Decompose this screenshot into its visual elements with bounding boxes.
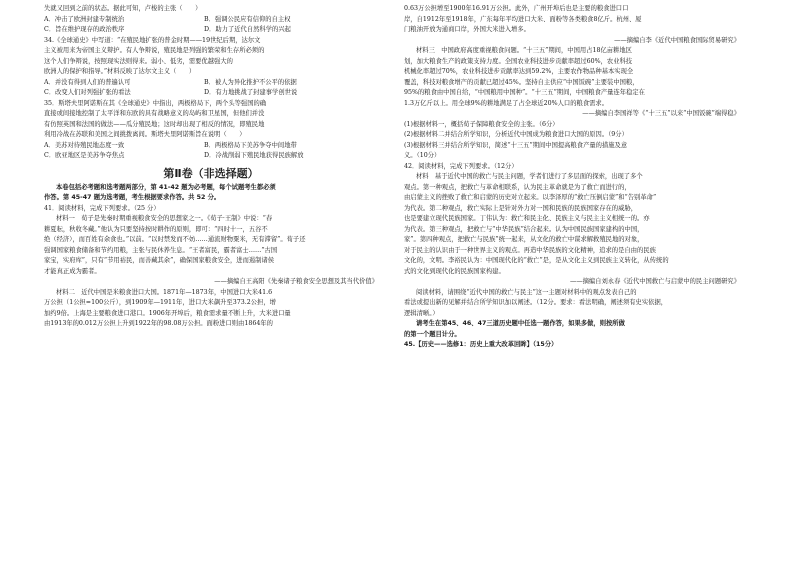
option-c: C．旨在维护现存的政治秩序 — [44, 26, 125, 33]
options-row — [44, 15, 378, 26]
right-column — [404, 4, 740, 351]
choose-note: 的第一个题目计分。 — [404, 330, 461, 338]
text-line: 岸，自1912年至1918年，广东每年平均进口大米、面粉等各类粮食8亿斤。杭州、厦 — [404, 15, 642, 23]
text-line: 欧洲人的保护和指导。”材料反映了达尔文主义（ ） — [44, 68, 196, 75]
text-line: 加约9倍。上海是主要粮食进口港口。1906年开埠后，粮食需求量不断上升，大米进口量 — [44, 309, 291, 317]
text-line: 为代表。第二种观点，救亡实际上是针对外力对一国和民族的民族国家存在的威胁， — [404, 204, 637, 212]
text-line: 观点。第一种观点，把救亡与革命相联系，认为民主革命就是为了救亡而进行的， — [404, 183, 631, 191]
text-line: 文化的，文明。李裕民认为：中国现代化的“救亡”是，是从文化主义到民族主义转化，从传统的 — [404, 257, 669, 264]
text-line: 由启蒙主义的挫败了救亡和启蒙的历史对立起来。以李泽厚的“救亡压倒启蒙”和“告别革命” — [404, 194, 657, 201]
section-title: 第Ⅱ卷（非选择题） — [163, 166, 259, 180]
material-3: 材料三 中国政府高度重视粮食问题。“十三五”期间，中国用占18亿亩耕地区 — [416, 47, 632, 54]
text-line: 逻辑清晰。） — [404, 309, 439, 317]
text-line: 0.63万公担增至1900年16.91万公担。此外，广州开埠后也是主要的粮食进口口 — [404, 5, 629, 12]
text-line: 失就又回到之前的状态。据此可知，卢梭的主张（ ） — [44, 5, 202, 12]
text-line: 95%的粮食由中国自给，“中国粮用中国种”。“十三五”期间，中国粮食产量连年稳定在 — [404, 89, 645, 96]
option-d: D．冷战削弱下殖民地获得民族解放 — [204, 152, 304, 159]
text-line: 耕夏耘，秋收冬藏。”他认为只要坚持按时耕作的原则，即可：“四时十一，五谷不 — [44, 225, 268, 233]
material-source: ——摘编自李《近代中国粮食国际贸易研究》 — [614, 36, 740, 44]
options-row — [44, 88, 378, 99]
option-d: D．助力了近代自然科学的兴起 — [204, 26, 291, 33]
question-34: 34.《全球通史》中写道：“在殖民地扩张的普金时期——19世纪后期，达尔文 — [44, 36, 261, 44]
material-source: ——摘编自刘永春《近代中国救亡与启蒙中的民主问题研究》 — [569, 278, 740, 285]
text-line: 机械化率超过70%，农业科技进步贡献率达到59.2%，主要农作物品种基本实现全 — [404, 68, 634, 75]
option-a: A．并没有得到人们的普遍认可 — [44, 78, 131, 86]
text-line: 覆盖，科技对粮食增产的贡献已超过45%。坚持自主供应“中国饭碗”主要装中国粮， — [404, 78, 639, 86]
question-45-heading: 45.【历史——选修1：历史上重大改革回眸】（15分） — [404, 341, 558, 348]
question-41-heading: 41．阅读材料，完成下列要求。（25 分） — [44, 204, 160, 212]
material-2: 材料二 近代中国是米粮食进口大国。1871年—1873年，中国进口大米41.6 — [56, 288, 273, 296]
option-a: A．美苏对待殖民地态度一致 — [44, 141, 125, 149]
option-a: A．冲击了欧洲封建专制统治 — [44, 15, 125, 23]
text-line: 直接或间接地控制了太平洋和东欧的具有战略意义的岛屿和卫星国，但他们并没 — [44, 110, 265, 117]
text-line: 式的文化到现代化的民族国家构建。 — [404, 267, 505, 275]
option-b: B．两极格局下美苏争夺中间地带 — [204, 141, 297, 149]
text-line: 义。（10分） — [404, 152, 441, 159]
text-line: 1.3万亿斤以上。用全球9%的耕地满足了占全球近20%人口的粮食需求。 — [404, 99, 609, 107]
text-line: 这个人们争辩说，按照现实法则得来。弱小、低劣，需要优越强大的 — [44, 57, 233, 65]
material-42: 材料 基于近代中国的救亡与民主问题，学者们进行了多层面的探索，出现了多个 — [416, 173, 643, 180]
instructions: 本卷包括必考题和选考题两部分，第 41-42 题为必考题，每个试题考生都必须 — [56, 183, 276, 191]
options-row — [44, 151, 378, 162]
option-d: D．有力地挑战了封建事学创世说 — [204, 89, 298, 96]
options-row — [44, 78, 378, 89]
text-line: 强调国家粮食储备和节约用粮，主张与民休养生息。“王者富民，霸者富士……”古国 — [44, 246, 278, 254]
text-line: 家宝，实府库”，只有“节用裕民，而善藏其余”，确保国家粮食安全，进而遏制诸侯 — [44, 257, 275, 264]
question-35: 35．斯塔夫里阿诺斯在其《全球通史》中指出，两极格局下，两个头等强国的确 — [44, 99, 267, 107]
text-line: 利用冷战在苏联和美国之间挑拨离间。斯塔夫里阿诺斯旨在说明（ ） — [44, 131, 246, 138]
text-line: 门粮油开放为通商口岸，外国大米进入增多。 — [404, 26, 530, 33]
sub-question: (3)根据材料三并结合所学知识，简述“十三五”期间中国提高粮食产量的措施及意 — [404, 141, 628, 149]
text-line: 才能真正成为霸者。 — [44, 267, 101, 275]
text-line: 划，加大粮食生产的政策支持力度。全国农业科技进步贡献率超过60%，农业科技 — [404, 57, 633, 65]
text-line: 由1913年的0.012万公担上升到1922年的98.08万公担。面粉进口则由1864年的 — [44, 320, 273, 327]
sub-question: (2)根据材料二并结合所学知识，分析近代中国成为粮食进口大国的原因。（9分） — [404, 131, 628, 138]
option-b: B．被人为异化推护不公平的依据 — [204, 78, 297, 86]
instructions: 作答。第 45-47 题为选考题，考生根据要求作答。共 52 分。 — [44, 194, 221, 201]
option-b: B．强调公民应有信仰的自主权 — [204, 15, 291, 23]
question-42-task: 阅读材料，请围绕“近代中国的救亡与民主”这一主题对材料中的观点发表自己的 — [416, 288, 637, 296]
text-line: 家”。第四种观点，把救亡与民族”统一起来，从文化的救亡中谋求解救殖民地的对象， — [404, 236, 644, 243]
options-row — [44, 25, 378, 36]
text-line: 为代表。第三种观点，把救亡与“中华民族”结合起来。认为中国民族国家建构的中国， — [404, 225, 644, 233]
text-line: 有仿照英国和法国的做法——瓜分殖民地；这时却出现了相反的情况，即殖民地 — [44, 120, 265, 128]
sub-question: (1)根据材料一，概括荀子保障粮食安全的主张。（6分） — [404, 120, 559, 128]
text-line: 对于民主的认识由于一种世界主义的观点。再造中华民族的文化精神，追求的是自由的民族 — [404, 246, 656, 254]
material-source: ——摘编自李国祥等《“十三五”以来“中国饭碗”端得稳》 — [582, 110, 740, 117]
material-source: ——摘编自王高阳《先秦诸子粮食安全思想及其当代价值》 — [214, 278, 378, 285]
question-42-heading: 42．阅读材料，完成下列要求。（12分） — [404, 162, 518, 170]
text-line: 绝（经济），而百姓有余食也。”以前。“以时禁发而不妨……通流财物粟米，无有滞留”。荀子还 — [44, 236, 306, 243]
text-line: 看法或提出新的见解并结合所学知识加以阐述。（12分。要求：看法明确，阐述须有史实依据， — [404, 299, 668, 306]
option-c: C．欧亚地区是美苏争夺焦点 — [44, 152, 125, 159]
text-line: 万公担（1公担=100公斤），到1909年—1911年，进口大米飙升至373.2公担，增 — [44, 299, 276, 306]
material-1: 材料一 荀子是先秦时期重视粮食安全的思想家之一。《荀子·王制》中说：“春 — [56, 215, 273, 222]
text-line: 主义被用来为帝国主义辩护。有人争辩说，殖民地是列强的繁荣和生存所必须的 — [44, 47, 265, 54]
text-line: 也是要建立现代民族国家。丁伟认为：救亡和民主化、民族主义与民主主义相统一的。亦 — [404, 215, 650, 222]
options-row — [44, 141, 378, 152]
choose-note: 请考生在第45、46、47三道历史题中任选一题作答，如果多做，则按所做 — [416, 320, 625, 327]
left-column — [44, 4, 378, 330]
option-c: C．改变人们对列强扩张的看法 — [44, 89, 131, 96]
